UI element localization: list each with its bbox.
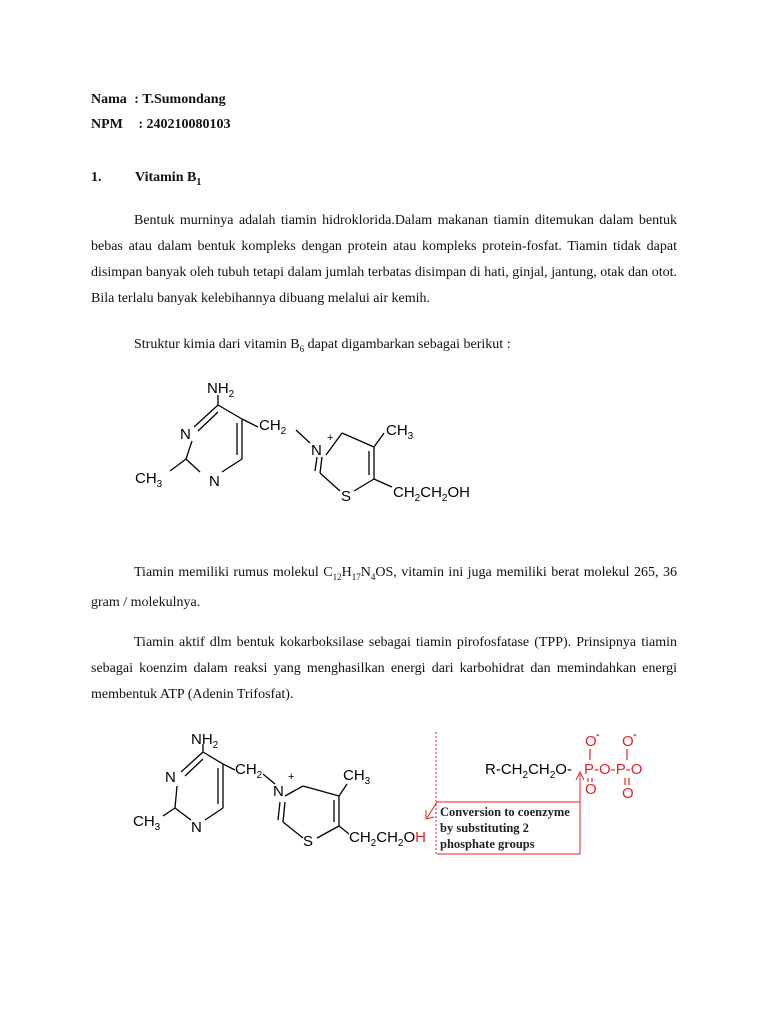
s2-ch3-left: $CH_3$ [133,813,161,833]
conversion-annotation [440,804,570,852]
s2-ch2: $CH_2$ [235,761,263,781]
section-title [135,170,201,188]
s1-ch3-right: $CH_3$ [386,422,414,442]
p3-s2: 17 [351,571,361,582]
name-value: : T.Sumondang [134,92,226,107]
s1-n-bot: N [209,473,220,490]
annotation-line-3: phosphate groups [440,837,535,851]
s2-nh2: $NH_2$ [191,731,219,751]
pyrophosphate-group [485,729,642,802]
s2-chain: $CH_2CH_2OH$ [349,829,426,849]
paragraph-1-text: Bentuk murninya adalah tiamin hidroklorida.Dalam makanan tiamin ditemukan dalam bentuk bebas atau dalam bentuk kompleks dengan protein atau kompleks protein-fosfat. Tiamin tidak dapat disimpan banyak oleh tubuh tetapi dalam jumlah terbatas disimpan di hati, ginjal, jantung, otak dan otot. Bila terlalu banyak kelebihannya dibuang melalui air kemih. [91,213,677,306]
section-number: 1. [91,170,102,185]
s2-ch3-right: $CH_3$ [343,767,371,787]
s1-chain: $CH_2CH_2OH$ [393,484,470,504]
thiamine-structure-1 [130,375,490,510]
paragraph-2 [91,332,677,362]
thiamine-structure-2 [125,722,675,862]
p3-a: Tiamin memiliki rumus molekul C [134,565,333,580]
p3-s1: 12 [332,571,342,582]
annotation-line-1: Conversion to coenzyme [440,805,570,819]
paragraph-4 [91,630,677,708]
s2-n-bot: N [191,819,202,836]
s1-plus: + [327,432,334,444]
p3-b: H [341,565,352,580]
o-minus-1: O [585,733,597,750]
s2-n-top: N [165,769,176,786]
s1-nh2: $NH_2$ [207,380,235,400]
s1-ch2: $CH_2$ [259,417,287,437]
s2-s: S [303,833,314,850]
p3-s3: 4 [370,571,376,582]
paragraph-3 [91,560,677,616]
p2-post: dapat digambarkan sebagai berikut : [304,337,511,352]
o-double-2: O [622,785,634,802]
npm-value: : 240210080103 [138,117,231,132]
minus-2: - [633,729,637,741]
npm-row [91,117,231,133]
annotation-line-2: by substituting 2 [440,821,529,835]
npm-label: NPM [91,117,123,132]
p3-c: N [360,565,371,580]
minus-1: - [596,729,600,741]
pp-text: $R-CH_2CH_2O-$ [485,761,572,781]
s1-n-plus: N [311,442,322,459]
o-minus-2: O [622,733,634,750]
o-double-1: O [585,781,597,798]
p2-sub: 6 [299,343,305,354]
section-title-text: Vitamin B [135,170,197,185]
paragraph-4-text: Tiamin aktif dlm bentuk kokarboksilase sebagai tiamin pirofosfatase (TPP). Prinsipnya tiamin sebagai koenzim dalam reaksi yang menghasilkan energi dari karbohidrat dan memindahkan energi membentuk ATP (Adenin Trifosfat). [91,635,677,702]
name-label: Nama [91,92,127,107]
pp-phosphates: P-O-P-O [584,761,643,778]
p2-pre: Struktur kimia dari vitamin B [134,337,300,352]
s1-ch3-left: $CH_3$ [135,470,163,490]
section-title-sub: 1 [196,176,202,188]
p3-d: OS, vitamin ini juga memiliki berat molekul 265, 36 gram / molekulnya. [91,565,678,610]
s1-s: S [341,488,352,505]
name-row [91,92,226,108]
s2-plus: + [288,771,295,783]
s1-n-top: N [180,426,191,443]
paragraph-1 [91,208,677,312]
s2-n-plus: N [273,783,284,800]
